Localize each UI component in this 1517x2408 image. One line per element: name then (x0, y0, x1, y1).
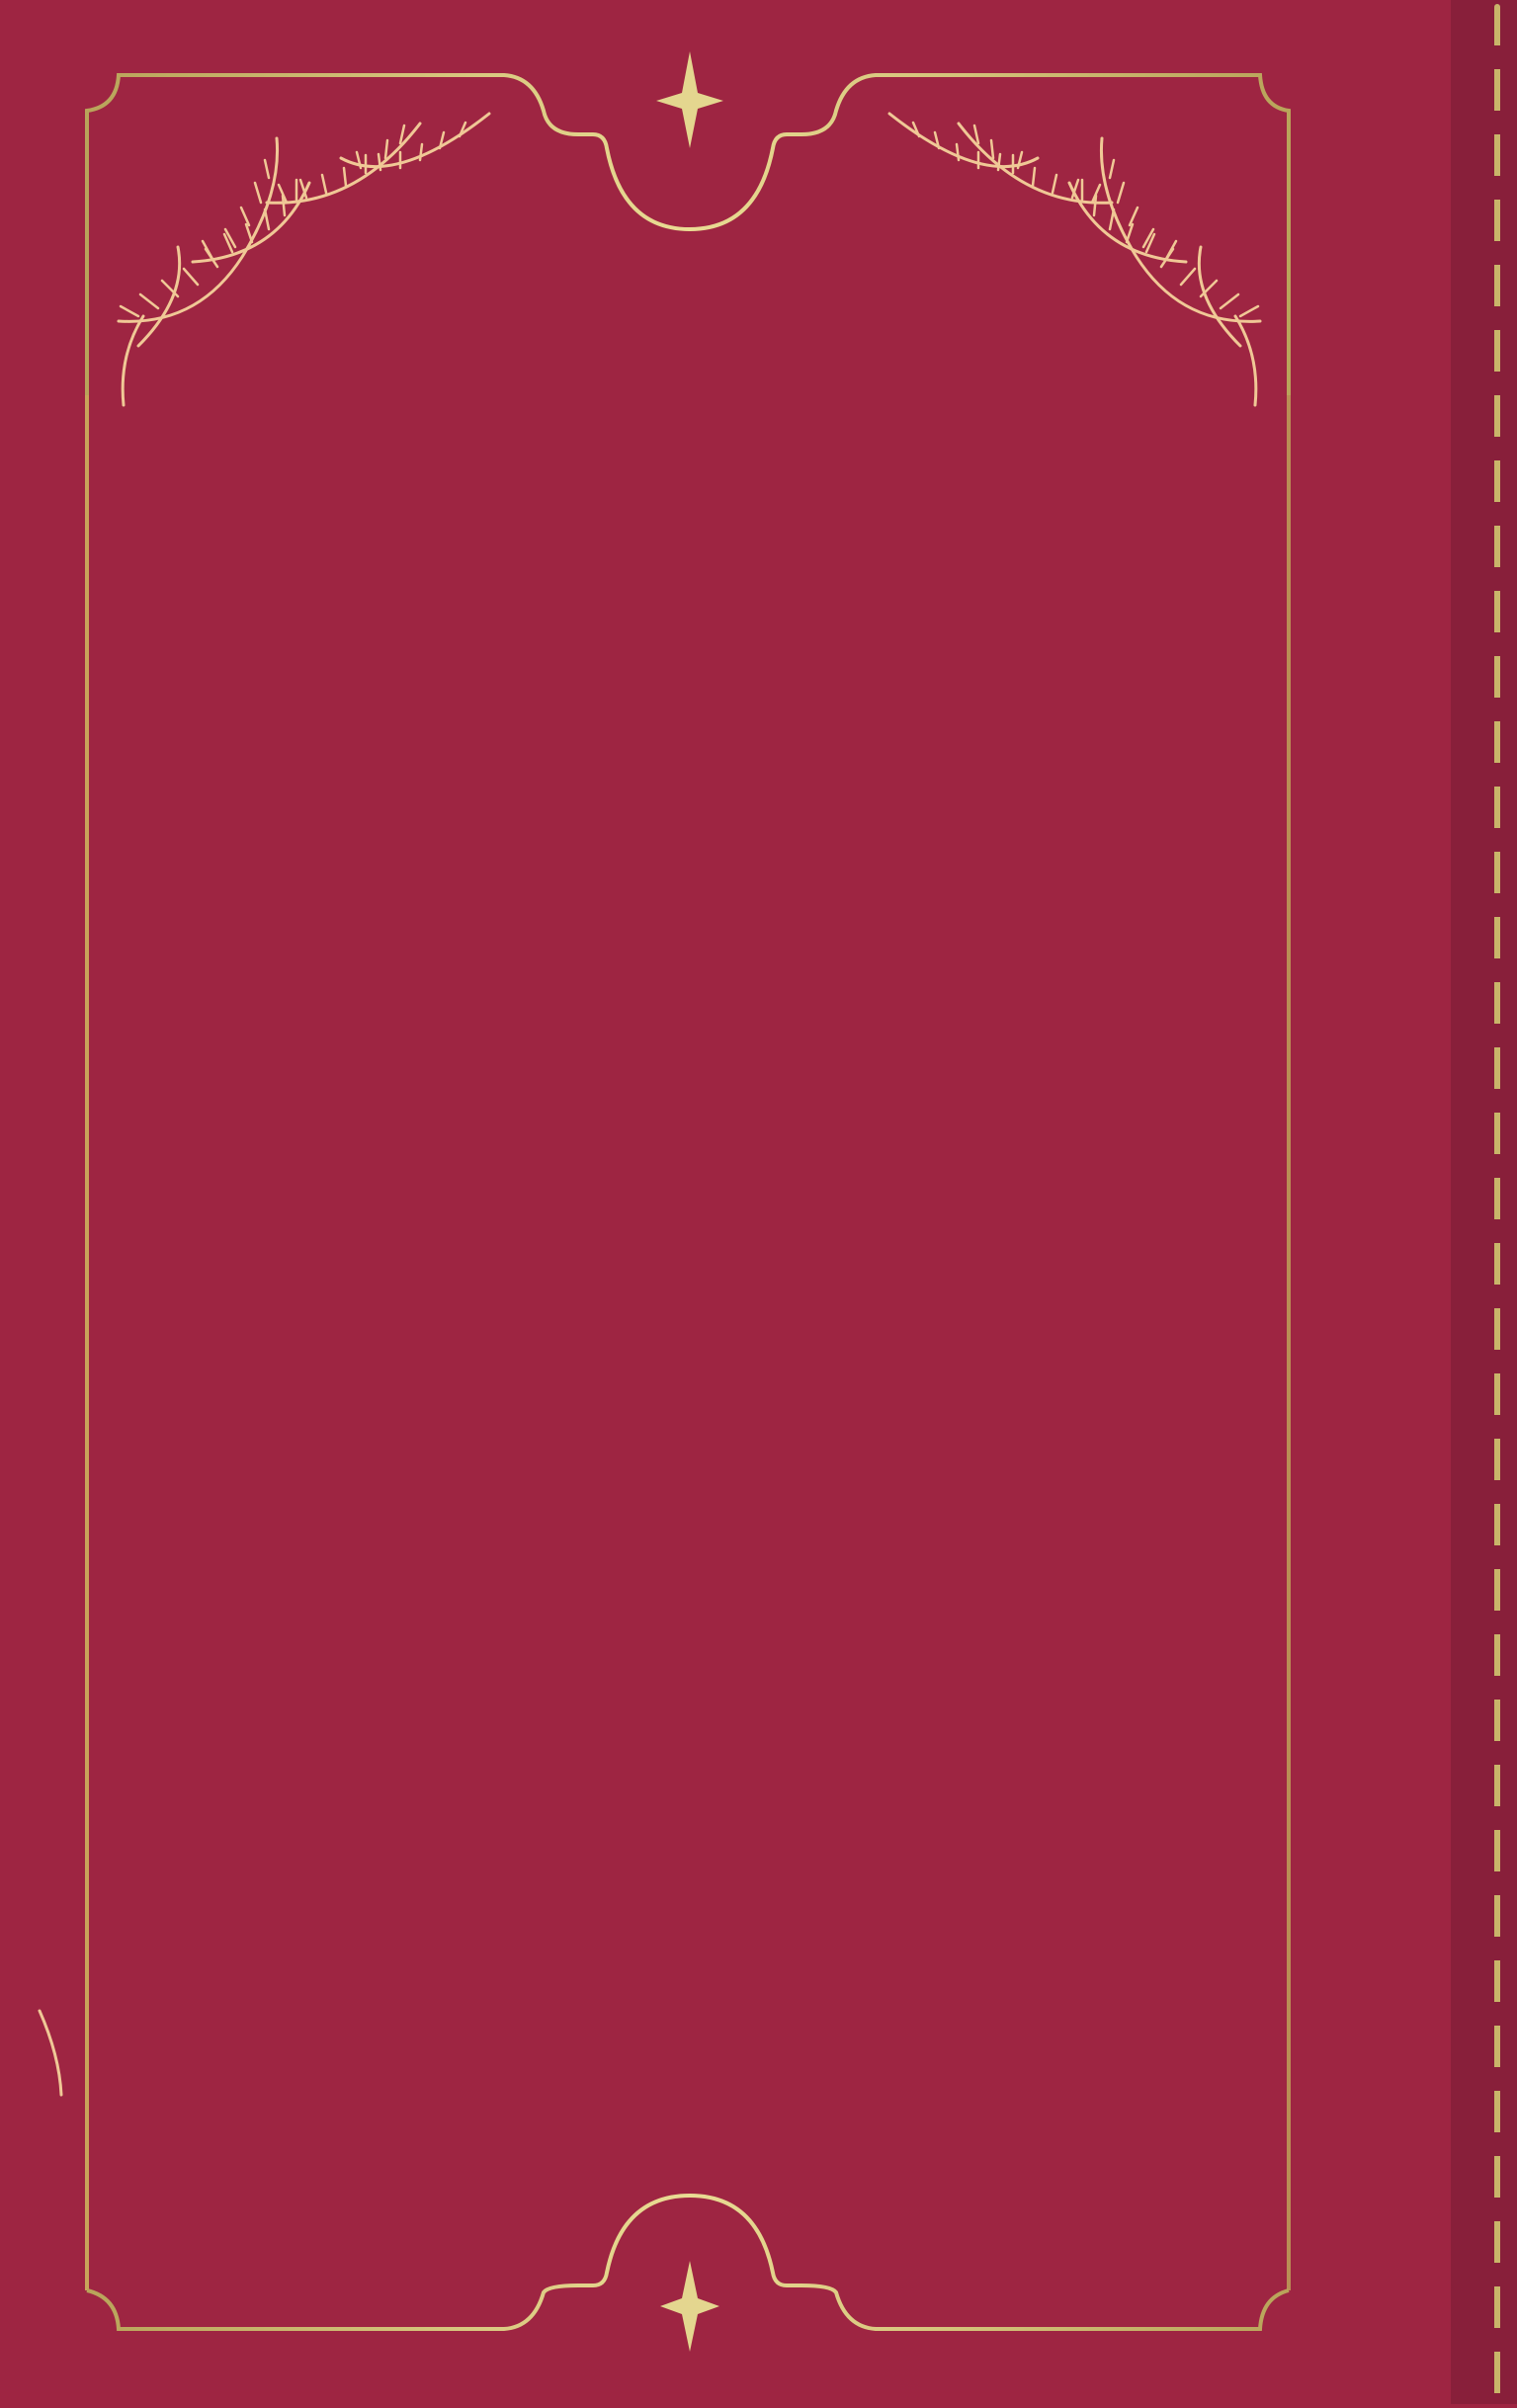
top-left-fronds (119, 114, 489, 405)
bottom-star-icon (660, 2261, 719, 2352)
top-star-icon (656, 51, 723, 148)
bottom-left-fronds (38, 2010, 61, 2100)
top-right-fronds (889, 114, 1260, 405)
